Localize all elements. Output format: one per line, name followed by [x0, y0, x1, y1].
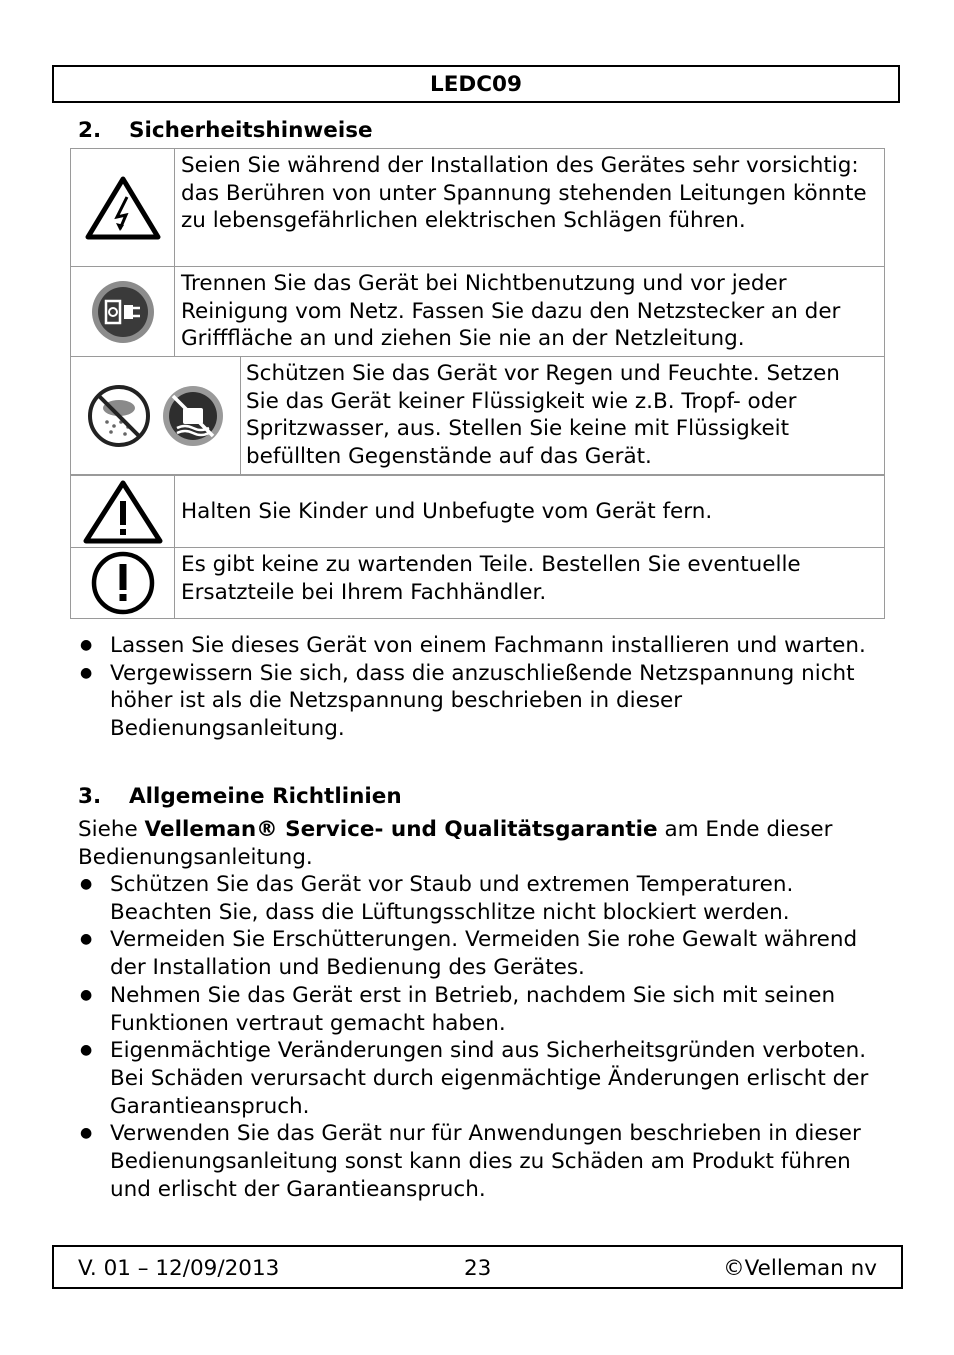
safety-row-electric-shock [70, 148, 885, 267]
safety-text: Trennen Sie das Gerät bei Nichtbenutzung und vor jeder Reinigung vom Netz. Fassen Sie dazu den Netzstecker an der Grifffläche an und ziehen Sie nie an der Netzleitung. [181, 271, 841, 352]
electric-shock-warning-icon [71, 149, 175, 266]
section-number: 2. [78, 118, 102, 143]
safety-text: Seien Sie während der Installation des Gerätes sehr vorsichtig: das Berühren von unter Spannung stehenden Leitungen könnte zu lebensgefährlichen elektrischen Schlägen führen. [181, 153, 867, 234]
bullet-icon: ● [80, 1042, 93, 1059]
section-title: Sicherheitshinweise [129, 118, 373, 143]
bullet-icon: ● [80, 664, 93, 681]
bullet-icon: ● [80, 876, 93, 892]
copyright: ©Velleman nv [723, 1256, 877, 1281]
list-item: ● Schützen Sie das Gerät vor Staub und extremen Temperaturen. Beachten Sie, dass die Lüftungsschlitze nicht blockiert werden. [80, 872, 794, 925]
section-3-bullet-list [78, 871, 898, 1203]
safety-text: Halten Sie Kinder und Unbefugte vom Gerät fern. [181, 498, 713, 524]
bullet-icon: ● [80, 931, 93, 948]
list-item: ● Vergewissern Sie sich, dass die anzuschließende Netzspannung nicht höher ist als die Netzspannung beschrieben in dieser Bedienungsanleitung. [80, 660, 855, 742]
list-item: ● Verwenden Sie das Gerät nur für Anwendungen beschrieben in dieser Bedienungsanleitung sonst kann dies zu Schäden am Produkt führen und erlischt der Garantieanspruch. [80, 1121, 861, 1202]
safety-text: Es gibt keine zu wartenden Teile. Bestellen Sie eventuelle Ersatzteile bei Ihrem Fachhändler. [181, 552, 801, 605]
caution-triangle-icon [71, 476, 175, 547]
no-rain-icon [87, 384, 151, 448]
product-code: LEDC09 [430, 72, 522, 97]
list-item: ● Lassen Sie dieses Gerät von einem Fachmann installieren und warten. [80, 633, 866, 658]
safety-row-moisture [70, 356, 885, 475]
version-date: V. 01 – 12/09/2013 [78, 1256, 280, 1281]
bullet-icon: ● [80, 986, 93, 1003]
section-2-heading [78, 117, 373, 145]
list-item: ● Eigenmächtige Veränderungen sind aus Sicherheitsgründen verboten. Bei Schäden verursacht durch eigenmächtige Änderungen erlischt der Garantieanspruch. [80, 1038, 869, 1119]
section-3-heading [78, 783, 402, 811]
document-footer [52, 1245, 903, 1289]
safety-row-children [70, 475, 885, 548]
warranty-reference: Velleman® Service- und Qualitätsgarantie [144, 817, 658, 842]
no-water-icon [161, 384, 225, 448]
list-item: ● Vermeiden Sie Erschütterungen. Vermeiden Sie rohe Gewalt während der Installation und Bedienung des Gerätes. [80, 927, 858, 981]
caution-circle-icon [71, 548, 175, 618]
safety-row-unplug [70, 266, 885, 357]
document-header [52, 65, 900, 103]
list-item: ● Nehmen Sie das Gerät erst in Betrieb, nachdem Sie sich mit seinen Funktionen vertraut gemacht haben. [80, 982, 836, 1036]
unplug-icon [71, 267, 175, 356]
section-number: 3. [78, 784, 102, 809]
bullet-icon: ● [80, 1125, 93, 1142]
section-3-intro: Siehe Velleman® Service- und Qualitätsgarantie am Ende dieser Bedienungsanleitung. [78, 817, 833, 870]
section-2-bullet-list [78, 632, 898, 743]
moisture-icons [71, 357, 241, 474]
bullet-icon: ● [80, 637, 93, 653]
page-number: 23 [464, 1256, 492, 1281]
section-title: Allgemeine Richtlinien [129, 784, 402, 809]
safety-row-parts [70, 547, 885, 619]
safety-text: Schützen Sie das Gerät vor Regen und Feuchte. Setzen Sie das Gerät keiner Flüssigkeit wie z.B. Tropf- oder Spritzwasser, aus. Stellen Sie keine mit Flüssigkeit befüllten Gegenstände auf das Gerät. [246, 361, 840, 470]
